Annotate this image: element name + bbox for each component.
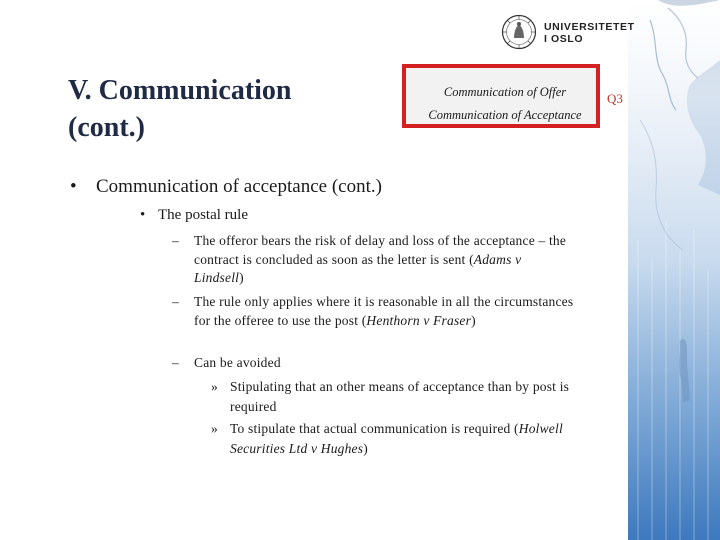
item-text: Stipulating that an other means of acceptance than by post is required	[230, 379, 570, 414]
case-name: Holwell Securities Ltd v Hughes	[230, 421, 563, 456]
item-text-end: )	[363, 440, 368, 456]
bullet-text: Communication of acceptance (cont.)	[96, 176, 382, 197]
statue-decoration-icon	[628, 0, 720, 540]
university-name	[544, 21, 635, 45]
dash-icon: –	[172, 355, 179, 370]
university-logo	[501, 14, 636, 50]
dash-item-text	[194, 232, 574, 288]
case-name: Henthorn v Fraser	[366, 312, 472, 328]
item-text-end: )	[471, 312, 476, 328]
topic-box-line2: Communication of Acceptance	[428, 108, 582, 122]
bullet-icon: •	[140, 207, 146, 223]
university-seal-icon	[501, 14, 537, 50]
question-label: Q3	[607, 91, 623, 106]
sub-item-text	[230, 419, 580, 458]
sub-item-text	[230, 377, 580, 416]
chevron-right-icon: »	[211, 379, 218, 394]
item-text: To stipulate that actual communication is required (	[230, 421, 519, 436]
case-name: Adams v Lindsell	[194, 251, 522, 285]
chevron-right-icon: »	[211, 421, 218, 436]
university-name-line1: UNIVERSITETET	[544, 21, 635, 33]
slide-title-line2: (cont.)	[68, 112, 145, 143]
slide-title	[68, 72, 358, 146]
dash-item-text	[194, 293, 574, 330]
item-text: The offeror bears the risk of delay and loss of the acceptance – the contract is concluded as soon as the letter is sent (	[194, 233, 567, 267]
dash-icon: –	[172, 294, 179, 309]
topic-box	[402, 64, 600, 128]
side-decoration-panel	[628, 0, 720, 540]
bullet-icon: •	[70, 176, 77, 197]
bullet-text: The postal rule	[158, 207, 248, 223]
dash-item-text	[194, 354, 574, 373]
item-text-end: )	[239, 270, 244, 285]
university-name-line2: I OSLO	[544, 33, 584, 45]
item-text: The rule only applies where it is reasonable in all the circumstances for the offeree to use the post (	[194, 294, 574, 328]
topic-box-line1: Communication of Offer	[443, 85, 567, 99]
dash-icon: –	[172, 233, 179, 248]
slide-title-line1: V. Communication	[68, 75, 292, 106]
item-text: Can be avoided	[194, 355, 281, 370]
